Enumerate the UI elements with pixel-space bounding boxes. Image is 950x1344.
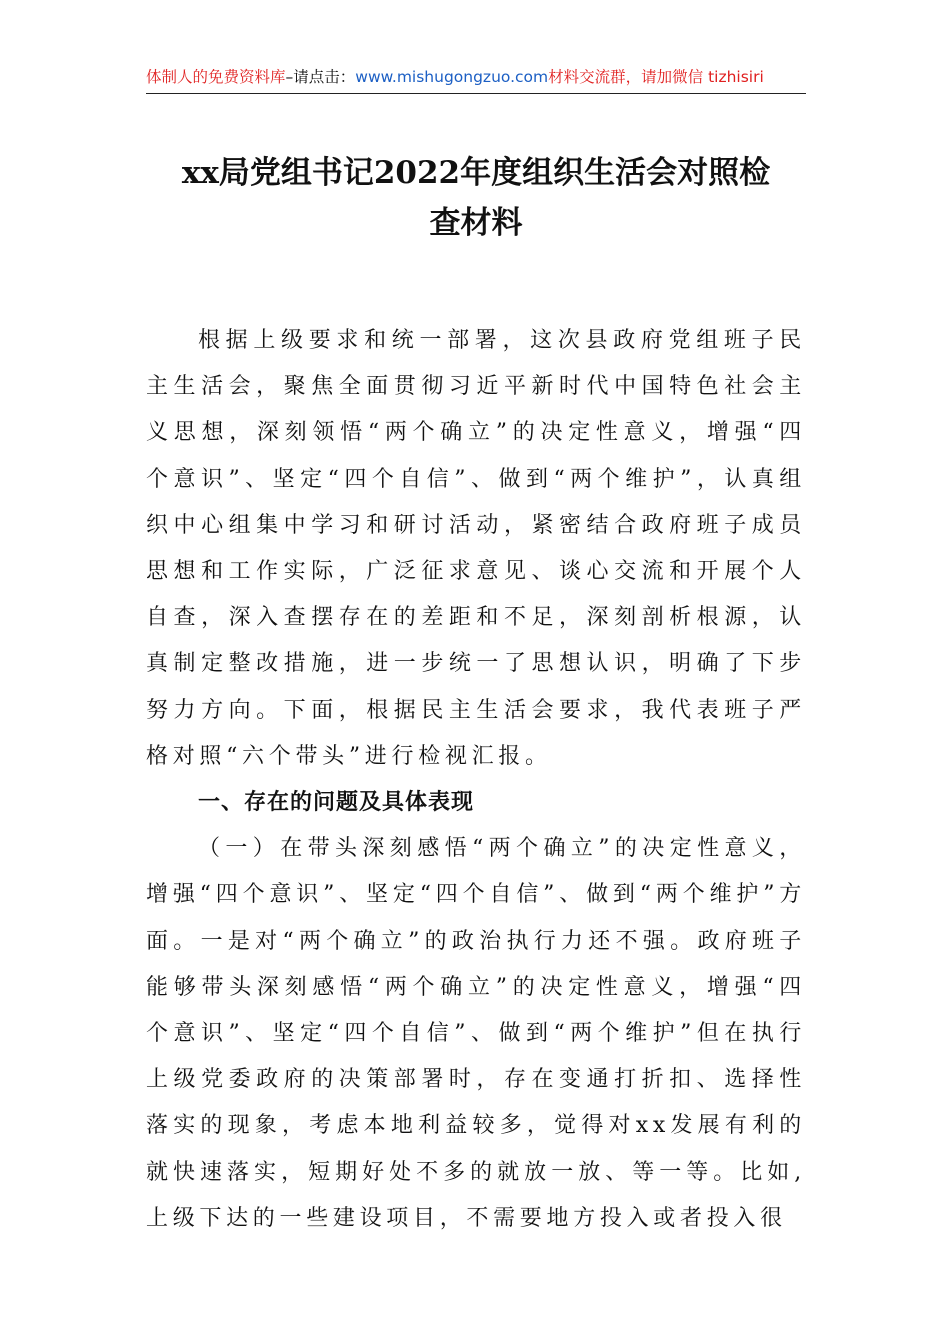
header-wechat-note: 材料交流群，请加微信 tizhisiri (548, 68, 764, 86)
document-body (146, 318, 806, 1242)
title-line-1: xx局党组书记2022年度组织生活会对照检 (181, 155, 771, 191)
document-title (146, 148, 806, 248)
section-paragraph: （一）在带头深刻感悟“两个确立”的决定性意义，增强“四个意识”、坚定“四个自信”、做到“两个维护”方面。一是对“两个确立”的政治执行力还不强。政府班子能够带头深刻感悟“两个确立”的决定性意义，增强“四个意识”、坚定“四个自信”、做到“两个维护”但在执行上级党委政府的决策部署时，存在变通打折扣、选择性落实的现象，考虑本地利益较多，觉得对xx发展有利的就快速落实，短期好处不多的就放一放、等一等。比如,上级下达的一些建设项目，不需要地方投入或者投入很 (146, 836, 806, 1231)
intro-paragraph: 根据上级要求和统一部署，这次县政府党组班子民主生活会，聚焦全面贯彻习近平新时代中国特色社会主义思想，深刻领悟“两个确立”的决定性意义，增强“四个意识”、坚定“四个自信”、做到“两个维护”，认真组织中心组集中学习和研讨活动，紧密结合政府班子成员思想和工作实际，广泛征求意见、谈心交流和开展个人自查，深入查摆存在的差距和不足，深刻剖析根源，认真制定整改措施，进一步统一了思想认识，明确了下步努力方向。下面，根据民主生活会要求，我代表班子严格对照“六个带头”进行检视汇报。 (146, 328, 806, 769)
header-url-link[interactable]: www.mishugongzuo.com (355, 68, 549, 86)
title-line-2: 查材料 (429, 205, 523, 241)
page-header (146, 66, 806, 88)
header-prompt: –请点击： (285, 68, 356, 86)
section-heading: 一、存在的问题及具体表现 (198, 790, 475, 816)
header-site-name: 体制人的免费资料库 (146, 68, 286, 86)
header-divider (146, 93, 806, 94)
